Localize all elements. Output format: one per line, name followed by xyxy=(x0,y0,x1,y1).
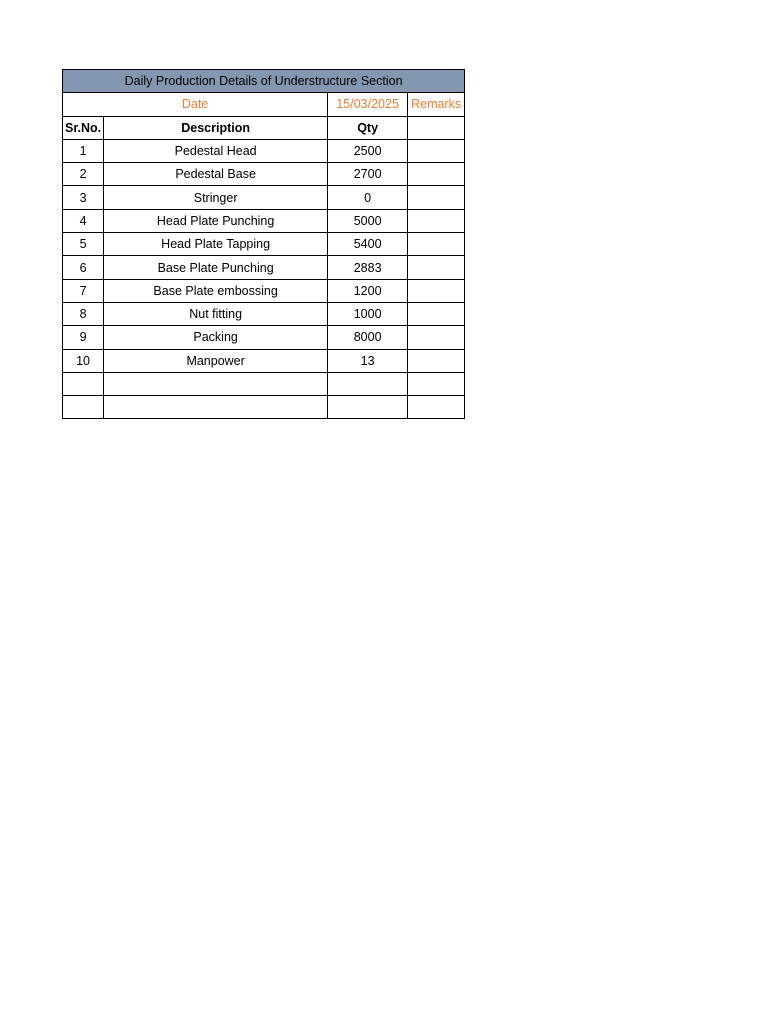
description-cell[interactable]: Pedestal Head xyxy=(104,139,328,162)
production-table xyxy=(62,69,465,419)
description-cell[interactable]: Pedestal Base xyxy=(104,163,328,186)
description-cell[interactable]: Base Plate Punching xyxy=(104,256,328,279)
remarks-cell[interactable] xyxy=(408,302,465,325)
qty-cell[interactable]: 2500 xyxy=(328,139,408,162)
description-cell[interactable]: Head Plate Punching xyxy=(104,209,328,232)
remarks-cell[interactable] xyxy=(408,372,465,395)
description-cell[interactable] xyxy=(104,372,328,395)
description-cell[interactable]: Manpower xyxy=(104,349,328,372)
column-header-row xyxy=(63,116,465,139)
qty-cell[interactable]: 0 xyxy=(328,186,408,209)
srno-cell[interactable]: 9 xyxy=(63,326,104,349)
srno-cell[interactable]: 10 xyxy=(63,349,104,372)
qty-cell[interactable]: 1200 xyxy=(328,279,408,302)
remarks-header-blank[interactable] xyxy=(408,116,465,139)
table-row xyxy=(63,372,465,395)
srno-header[interactable]: Sr.No. xyxy=(63,116,104,139)
qty-cell[interactable]: 2700 xyxy=(328,163,408,186)
srno-cell[interactable] xyxy=(63,372,104,395)
remarks-cell[interactable] xyxy=(408,163,465,186)
remarks-cell[interactable] xyxy=(408,279,465,302)
table-row xyxy=(63,233,465,256)
description-header[interactable]: Description xyxy=(104,116,328,139)
remarks-header[interactable]: Remarks xyxy=(408,93,465,116)
table-row xyxy=(63,326,465,349)
date-row xyxy=(63,93,465,116)
title-row xyxy=(63,70,465,93)
remarks-cell[interactable] xyxy=(408,186,465,209)
description-cell[interactable] xyxy=(104,396,328,419)
table-row xyxy=(63,279,465,302)
qty-cell[interactable]: 13 xyxy=(328,349,408,372)
qty-header[interactable]: Qty xyxy=(328,116,408,139)
remarks-cell[interactable] xyxy=(408,396,465,419)
qty-cell[interactable]: 5000 xyxy=(328,209,408,232)
table-row xyxy=(63,349,465,372)
qty-cell[interactable]: 1000 xyxy=(328,302,408,325)
description-cell[interactable]: Nut fitting xyxy=(104,302,328,325)
srno-cell[interactable]: 1 xyxy=(63,139,104,162)
qty-cell[interactable] xyxy=(328,372,408,395)
remarks-cell[interactable] xyxy=(408,139,465,162)
date-value[interactable]: 15/03/2025 xyxy=(328,93,408,116)
srno-cell[interactable]: 6 xyxy=(63,256,104,279)
srno-cell[interactable]: 2 xyxy=(63,163,104,186)
qty-cell[interactable] xyxy=(328,396,408,419)
table-row xyxy=(63,396,465,419)
date-label[interactable]: Date xyxy=(63,93,328,116)
remarks-cell[interactable] xyxy=(408,326,465,349)
qty-cell[interactable]: 2883 xyxy=(328,256,408,279)
description-cell[interactable]: Stringer xyxy=(104,186,328,209)
table-row xyxy=(63,209,465,232)
srno-cell[interactable]: 7 xyxy=(63,279,104,302)
table-row xyxy=(63,302,465,325)
remarks-cell[interactable] xyxy=(408,256,465,279)
qty-cell[interactable]: 5400 xyxy=(328,233,408,256)
description-cell[interactable]: Packing xyxy=(104,326,328,349)
remarks-cell[interactable] xyxy=(408,349,465,372)
qty-cell[interactable]: 8000 xyxy=(328,326,408,349)
table-title[interactable]: Daily Production Details of Understructure Section xyxy=(63,70,465,93)
table-row xyxy=(63,163,465,186)
description-cell[interactable]: Base Plate embossing xyxy=(104,279,328,302)
srno-cell[interactable]: 8 xyxy=(63,302,104,325)
srno-cell[interactable] xyxy=(63,396,104,419)
table-row xyxy=(63,186,465,209)
table-row xyxy=(63,256,465,279)
production-table-body xyxy=(63,70,465,419)
srno-cell[interactable]: 5 xyxy=(63,233,104,256)
srno-cell[interactable]: 4 xyxy=(63,209,104,232)
description-cell[interactable]: Head Plate Tapping xyxy=(104,233,328,256)
remarks-cell[interactable] xyxy=(408,233,465,256)
srno-cell[interactable]: 3 xyxy=(63,186,104,209)
remarks-cell[interactable] xyxy=(408,209,465,232)
table-row xyxy=(63,139,465,162)
